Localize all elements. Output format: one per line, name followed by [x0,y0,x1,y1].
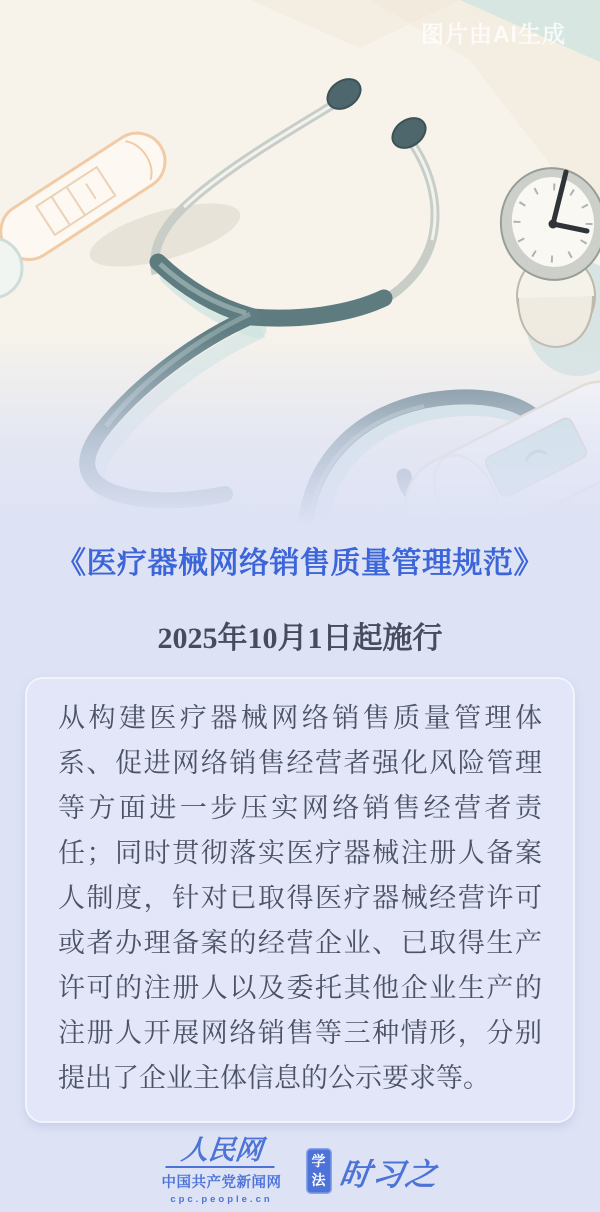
xuefa-badge-icon [306,1148,332,1194]
peoples-daily-logo [162,1137,282,1205]
cpc-url-label: cpc.people.cn [170,1194,273,1205]
shixizhi-wordmark: 时习之 [336,1156,441,1192]
summary-card [25,677,575,1123]
hero-art [0,0,600,525]
shixizhi-logo [306,1148,439,1194]
xuefa-char-top: 学 [311,1153,326,1169]
fade-overlay [0,330,600,525]
summary-text: 从构建医疗器械网络销售质量管理体系、促进网络销售经营者强化风险管理等方面进一步压实网络销售经营者责任；同时贯彻落实医疗器械注册人备案人制度，针对已取得医疗器械经营许可或者办理备案的经营企业、已取得生产许可的注册人以及委托其他企业生产的注册人开展网络销售等三种情形，分别提出了企业主体信息的公示要求等。 [58,703,542,1093]
ai-generated-label: 图片由AI生成 [421,21,566,47]
cpc-news-label: 中国共产党新闻网 [161,1175,282,1191]
xuefa-char-bottom: 法 [311,1172,326,1188]
hero-illustration [0,0,600,525]
page-title: 《医疗器械网络销售质量管理规范》 [56,547,544,580]
footer-logos [0,1137,600,1205]
effective-date: 2025年10月1日起施行 [157,622,443,655]
people-net-wordmark: 人民网 [165,1137,277,1168]
